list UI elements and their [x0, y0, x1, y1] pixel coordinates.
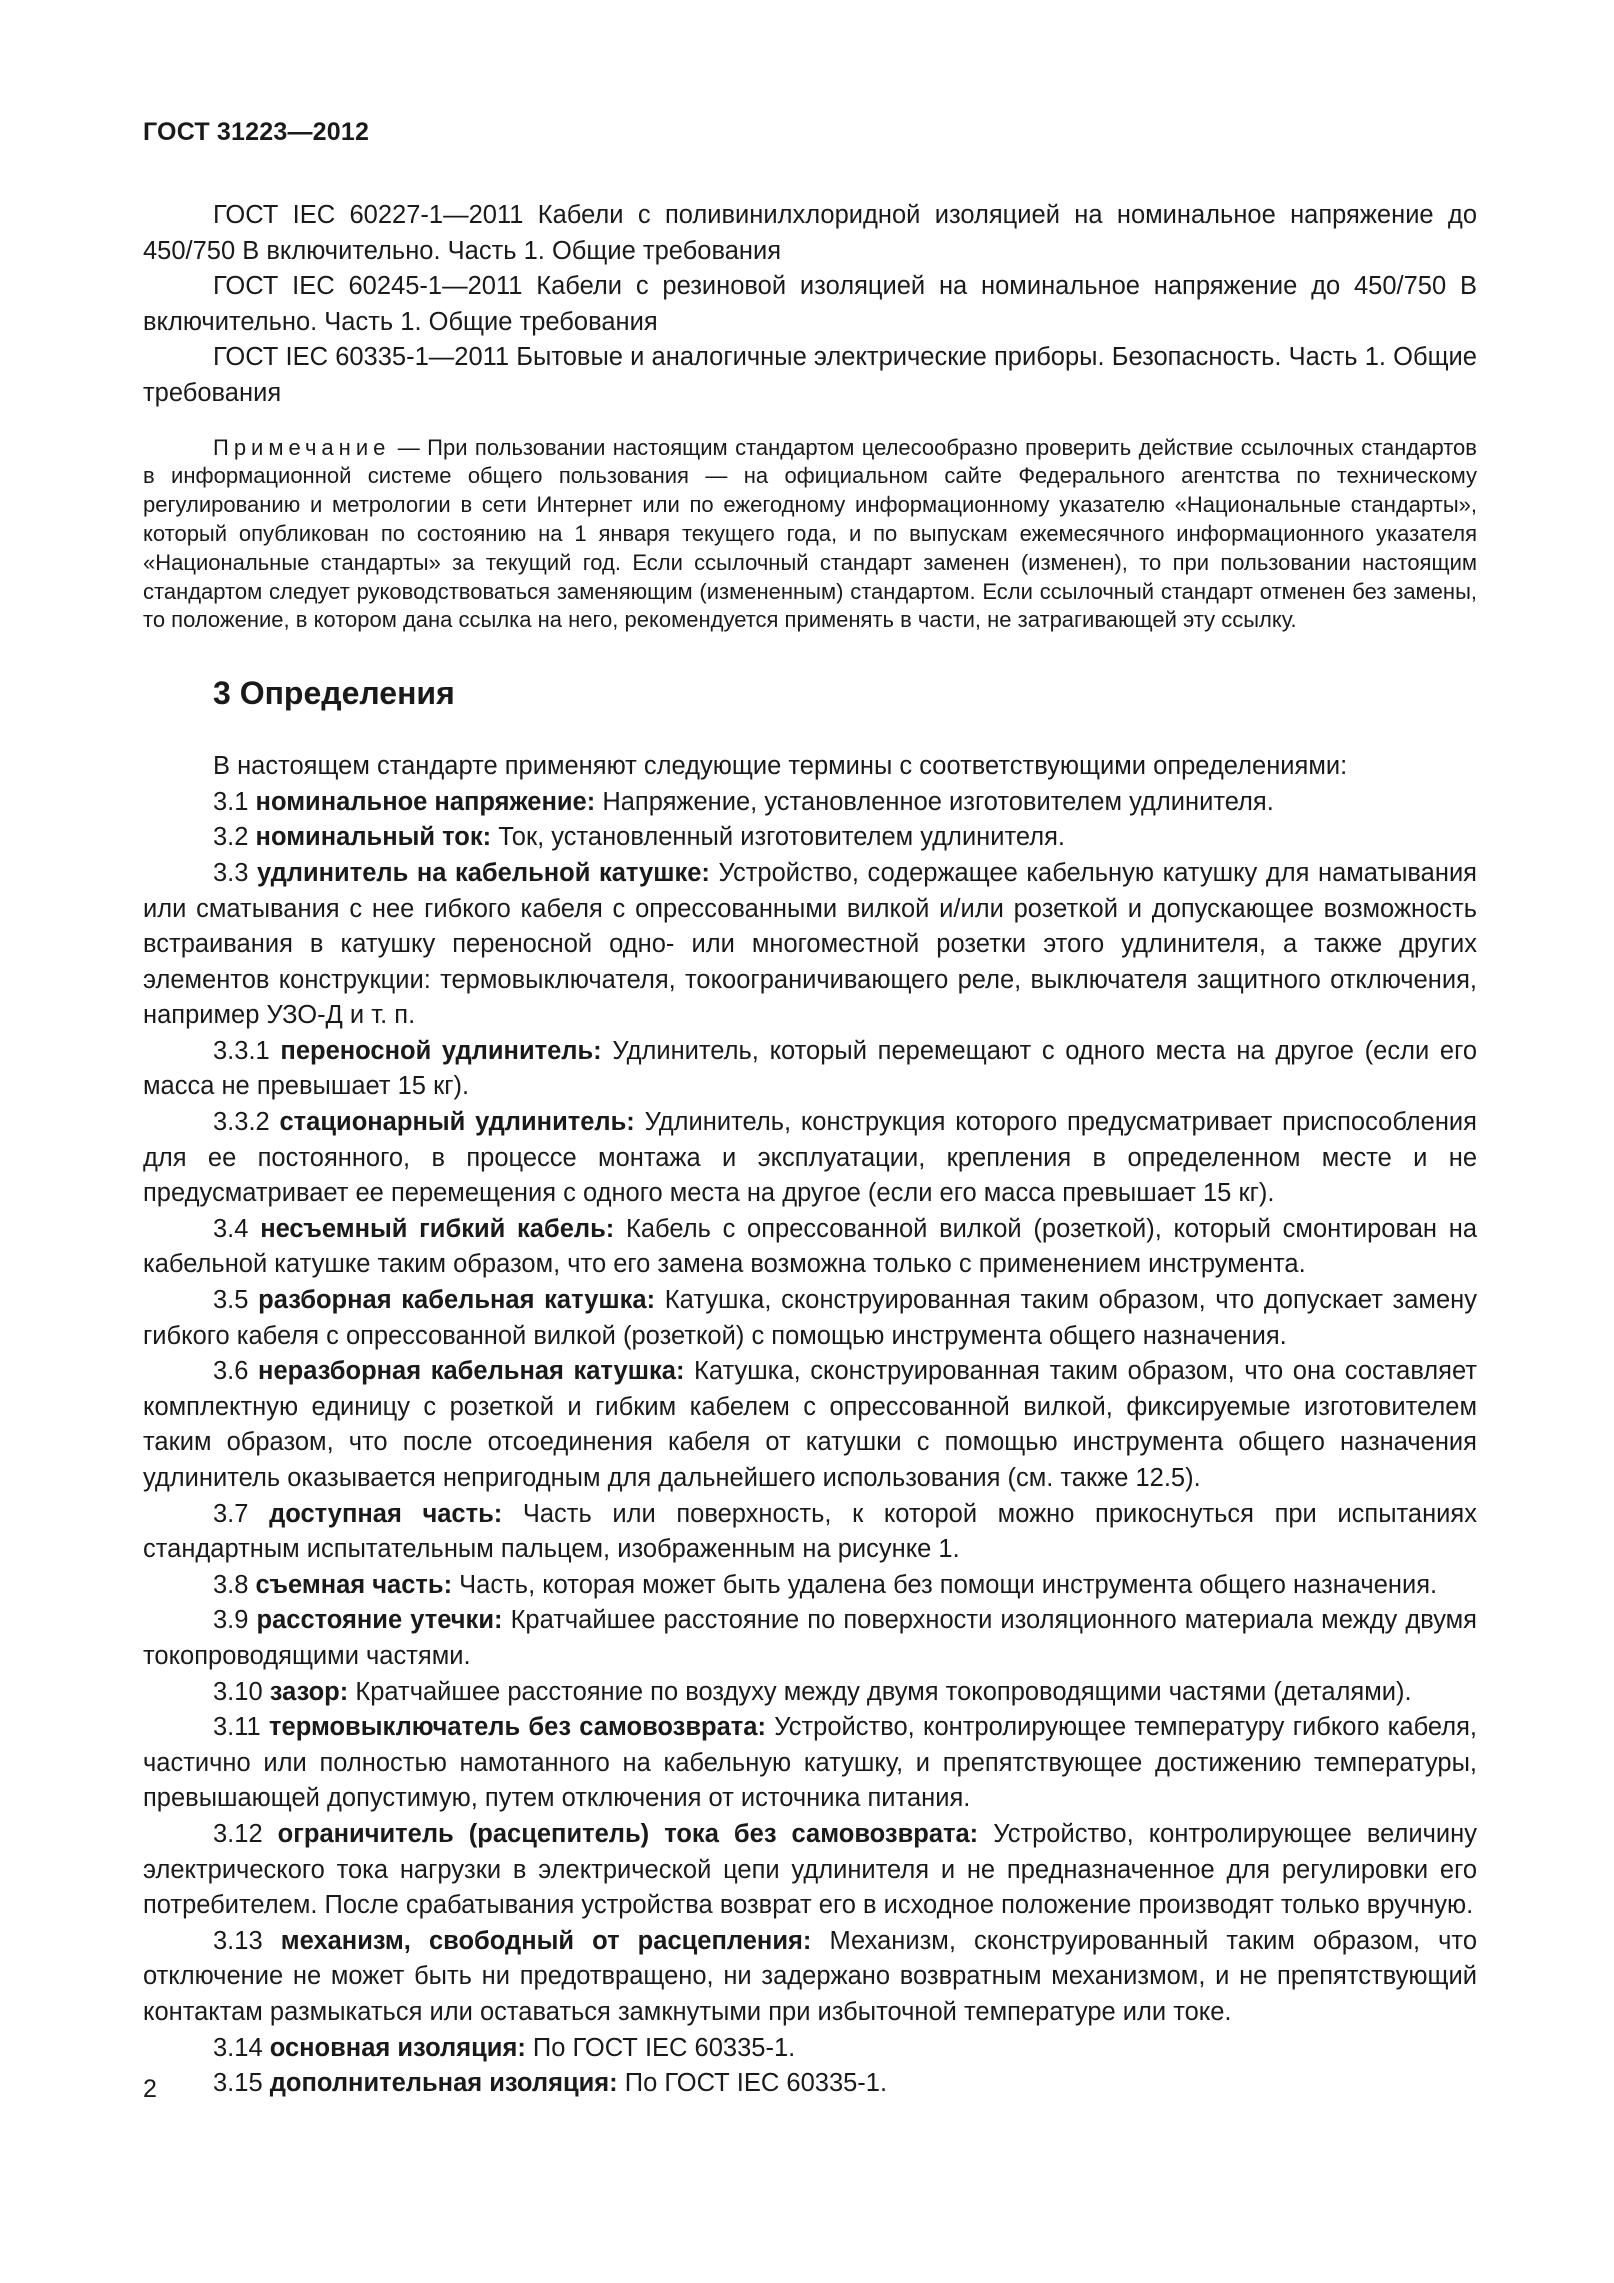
definition-item	[143, 785, 1477, 821]
definition-text: Напряжение, установленное изготовителем удлинителя.	[602, 787, 1274, 816]
definition-text: По ГОСТ IEC 60335-1.	[624, 2069, 888, 2098]
definition-number: 3.8	[213, 1570, 249, 1599]
definition-text: Катушка, сконструированная таким образом, что она составляет комплектную единицу с розеткой и гибким кабелем с опрессованной вилкой, фиксируемые изготовителем таким образом, что после отсоединения кабеля от катушки с помощью инструмента общего назначения удлинитель оказывается непригодным для дальнейшего использования (см. также 12.5).	[143, 1357, 1477, 1493]
definition-text: Катушка, сконструированная таким образом, что допускает замену гибкого кабеля с опрессованной вилкой (розеткой) с помощью инструмента общего назначения.	[143, 1286, 1477, 1350]
definition-term: стационарный удлинитель:	[279, 1108, 635, 1137]
definition-item	[143, 1034, 1477, 1105]
note-text: — При пользовании настоящим стандартом целесообразно проверить действие ссылочных стандартов в информационной системе общего пользования — на официальном сайте Федерального агентства по техническому регулированию и метрологии в сети Интернет или по ежегодному информационному указателю «Национальные стандарты», который опубликован по состоянию на 1 января текущего года, и по выпускам ежемесячного информационного указателя «Национальные стандарты» за текущий год. Если ссылочный стандарт заменен (изменен), то при пользовании настоящим стандартом следует руководствоваться заменяющим (измененным) стандартом. Если ссылочный стандарт отменен без замены, то положение, в котором дана ссылка на него, рекомендуется применять в части, не затрагивающей эту ссылку.	[143, 434, 1477, 633]
definition-number: 3.3.1	[213, 1036, 270, 1065]
definition-number: 3.15	[213, 2069, 263, 2098]
definition-number: 3.9	[213, 1606, 249, 1635]
definition-term: неразборная кабельная катушка:	[258, 1357, 685, 1386]
definition-term: дополнительная изоляция:	[269, 2069, 618, 2098]
definition-text: Кабель с опрессованной вилкой (розеткой), который смонтирован на кабельной катушке таким образом, что его замена возможна только с применением инструмента.	[143, 1214, 1478, 1279]
definition-number: 3.2	[213, 823, 249, 852]
definition-term: расстояние утечки:	[256, 1606, 503, 1635]
normative-references	[143, 198, 1477, 412]
definition-text: По ГОСТ IEC 60335-1.	[532, 2033, 796, 2062]
definition-text: Кратчайшее расстояние по воздуху между двумя токопроводящими частями (деталями).	[355, 1677, 1412, 1706]
definition-text: Удлинитель, который перемещают с одного места на другое (если его масса не превышает 15 кг).	[143, 1036, 1477, 1101]
note-paragraph	[143, 434, 1477, 636]
definition-number: 3.4	[213, 1214, 249, 1243]
page-number: 2	[143, 2075, 157, 2103]
definition-item	[143, 1817, 1477, 1924]
definition-term: съемная часть:	[255, 1570, 453, 1599]
definition-item	[143, 1675, 1477, 1711]
definition-item	[143, 1568, 1477, 1604]
definition-term: основная изоляция:	[269, 2033, 526, 2062]
definition-text: Механизм, сконструированный таким образом, что отключение не может быть ни предотвращено, ни задержано возвратным механизмом, и не препятствующий контактам размыкаться или оставаться замкнутыми при избыточной температуре или токе.	[143, 1926, 1477, 2026]
definition-text: Устройство, содержащее кабельную катушку для наматывания или сматывания с нее гибкого кабеля с опрессованными вилкой и/или розеткой и допускающее возможность встраивания в катушку переносной одно- или многоместной розетки этого удлинителя, а также других элементов конструкции: термовыключателя, токоограничивающего реле, выключателя защитного отключения, например УЗО-Д и т. п.	[143, 858, 1477, 1030]
definition-term: несъемный гибкий кабель:	[260, 1214, 615, 1243]
definition-item	[143, 856, 1477, 1034]
definition-number: 3.10	[213, 1677, 263, 1706]
definition-number: 3.14	[213, 2033, 263, 2062]
reference-item: ГОСТ IEC 60335-1—2011 Бытовые и аналогичные электрические приборы. Безопасность. Часть 1. Общие требования	[143, 343, 1477, 407]
definition-number: 3.3.2	[213, 1108, 270, 1137]
definition-item	[143, 2031, 1477, 2067]
definition-text: Часть или поверхность, к которой можно прикоснуться при испытаниях стандартным испытательным пальцем, изображенным на рисунке 1.	[143, 1499, 1477, 1564]
definition-number: 3.13	[213, 1926, 263, 1955]
definition-text: Устройство, контролирующее величину электрического тока нагрузки в электрической цепи удлинителя и не предназначенное для регулировки его потребителем. После срабатывания устройства возврат его в исходное положение производят только вручную.	[143, 1819, 1477, 1920]
definition-term: ограничитель (расцепитель) тока без самовозврата:	[277, 1819, 979, 1848]
definition-number: 3.6	[213, 1357, 249, 1386]
definitions-intro: В настоящем стандарте применяют следующие термины с соответствующими определениями:	[213, 752, 1348, 781]
definition-item	[143, 1354, 1477, 1496]
definition-term: разборная кабельная катушка:	[258, 1286, 656, 1315]
definition-number: 3.3	[213, 858, 249, 887]
definition-item	[143, 1283, 1477, 1354]
definition-text: Устройство, контролирующее температуру гибкого кабеля, частично или полностью намотанного на кабельную катушку, и препятствующее достижению температуры, превышающей допустимую, путем отключения от источника питания.	[143, 1713, 1477, 1813]
definition-item	[143, 1924, 1477, 2031]
reference-item: ГОСТ IEC 60227-1—2011 Кабели с поливинилхлоридной изоляцией на номинальное напряжение до 450/750 В включительно. Часть 1. Общие требования	[143, 201, 1477, 265]
definition-number: 3.1	[213, 787, 249, 816]
definition-number: 3.7	[213, 1499, 249, 1528]
definition-item	[143, 1105, 1477, 1212]
definition-item	[143, 1497, 1477, 1568]
definition-item	[143, 1710, 1477, 1817]
definition-text: Кратчайшее расстояние по поверхности изоляционного материала между двумя токопроводящими частями.	[143, 1606, 1477, 1670]
document-code-header: ГОСТ 31223—2012	[143, 118, 370, 146]
definition-number: 3.11	[213, 1713, 261, 1742]
definition-term: номинальное напряжение:	[255, 787, 596, 816]
definition-term: зазор:	[269, 1677, 349, 1706]
definition-term: удлинитель на кабельной катушке:	[257, 858, 710, 887]
definition-item	[143, 1603, 1477, 1674]
definition-item	[143, 2066, 1477, 2102]
definition-item	[143, 820, 1477, 856]
definitions-list	[143, 749, 1477, 2102]
definition-term: механизм, свободный от расцепления:	[280, 1926, 812, 1955]
page-content	[143, 198, 1477, 2102]
definition-item	[143, 1212, 1477, 1283]
definition-term: доступная часть:	[269, 1499, 503, 1528]
definition-term: номинальный ток:	[255, 823, 492, 852]
definition-number: 3.12	[213, 1819, 263, 1848]
definition-term: термовыключатель без самовозврата:	[269, 1713, 766, 1742]
section-title: 3 Определения	[213, 675, 455, 712]
definition-number: 3.5	[213, 1286, 249, 1315]
definition-text: Удлинитель, конструкция которого предусматривает приспособления для ее постоянного, в процессе монтажа и эксплуатации, крепления в определенном месте и не предусматривает ее перемещения с одного места на другое (если его масса превышает 15 кг).	[143, 1108, 1477, 1208]
definition-text: Ток, установленный изготовителем удлинителя.	[498, 823, 1066, 852]
definition-text: Часть, которая может быть удалена без помощи инструмента общего назначения.	[459, 1570, 1438, 1599]
note-label: Примечание	[213, 434, 391, 460]
reference-item: ГОСТ IEC 60245-1—2011 Кабели с резиновой изоляцией на номинальное напряжение до 450/750 В включительно. Часть 1. Общие требования	[143, 272, 1477, 336]
definition-term: переносной удлинитель:	[280, 1036, 602, 1065]
